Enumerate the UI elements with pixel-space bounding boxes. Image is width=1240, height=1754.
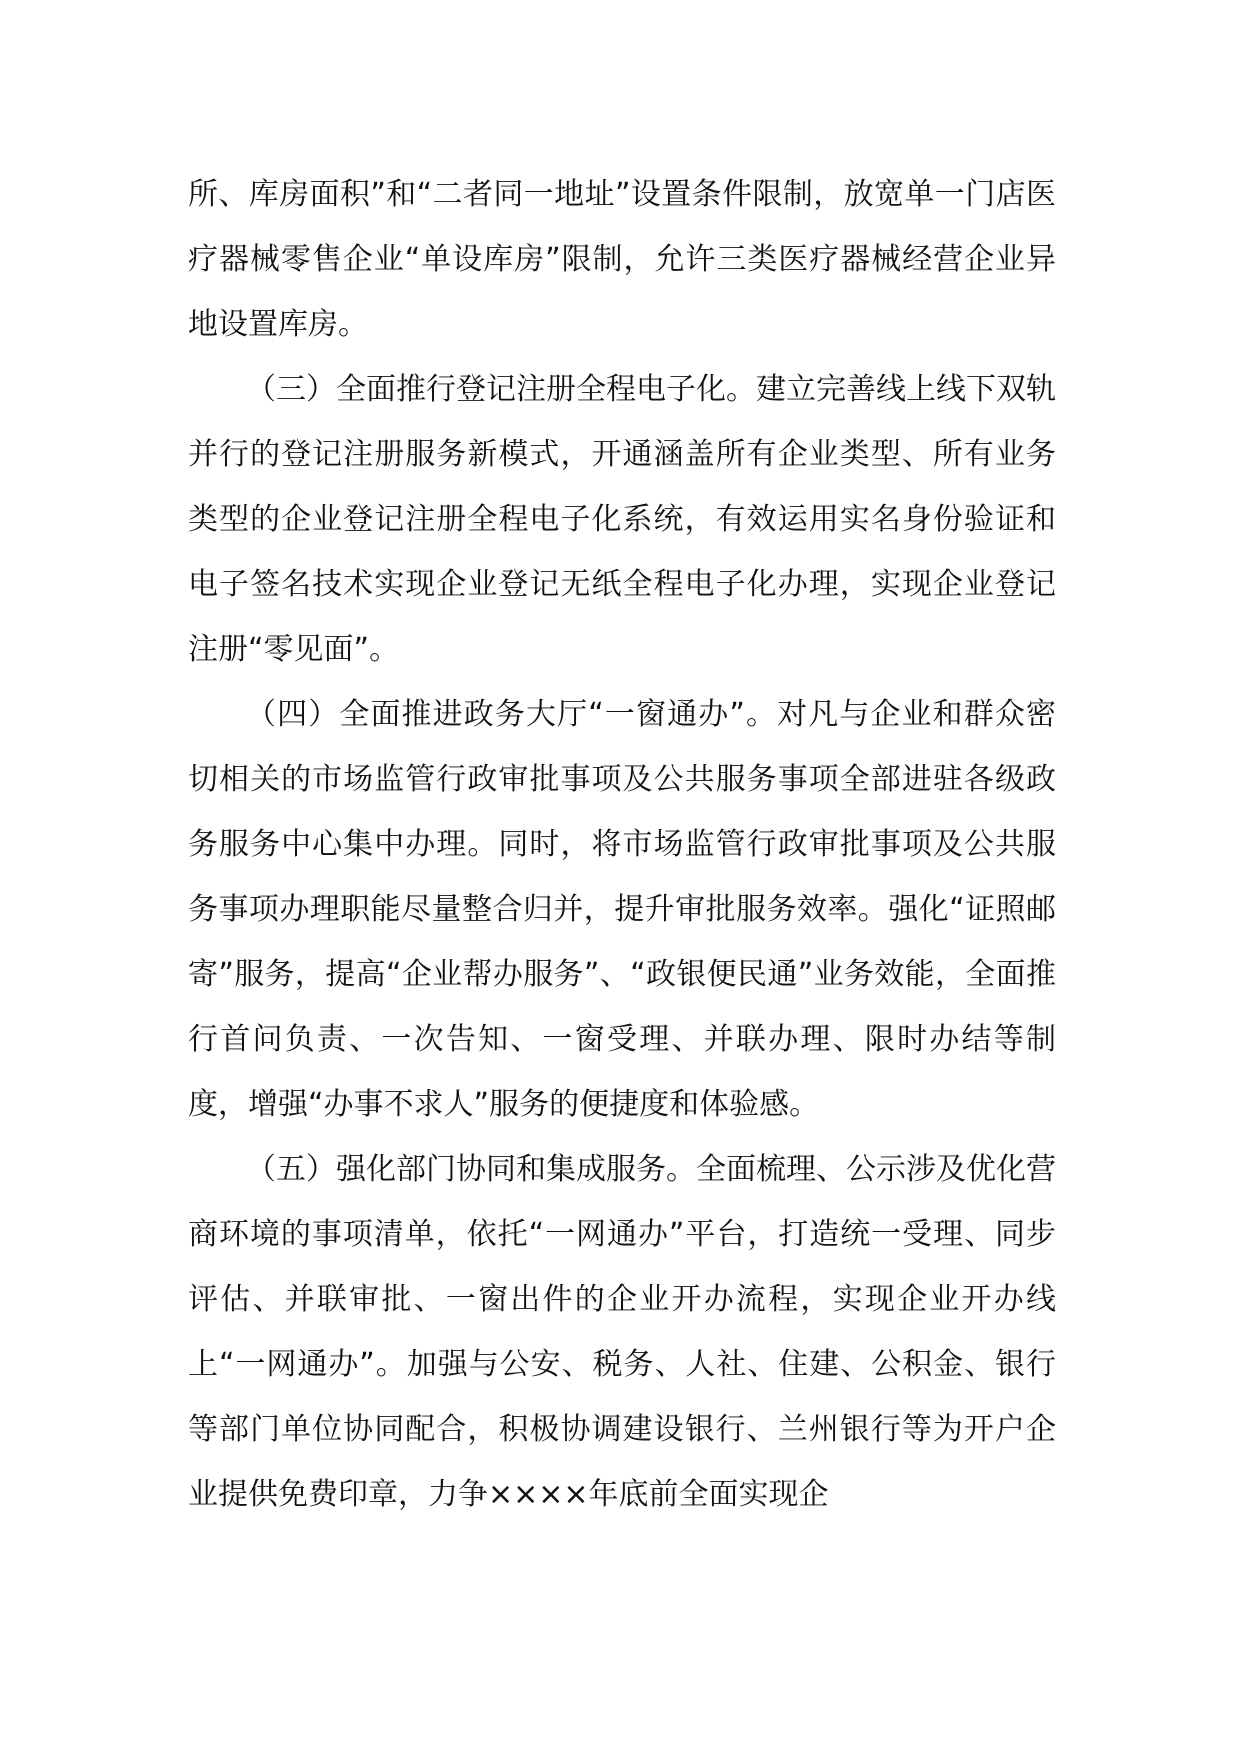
- paragraph-electronic-registration: （三）全面推行登记注册全程电子化。建立完善线上线下双轨并行的登记注册服务新模式，开通涵盖所有企业类型、所有业务类型的企业登记注册全程电子化系统，有效运用实名身份验证和电子签名技术实现企业登记无纸全程电子化办理，实现企业登记注册“零见面”。: [188, 372, 1056, 667]
- paragraph-medical-device-storage: 所、库房面积”和“二者同一地址”设置条件限制，放宽单一门店医疗器械零售企业“单设库房”限制，允许三类医疗器械经营企业异地设置库房。: [188, 177, 1056, 342]
- document-body: [188, 162, 1056, 1527]
- paragraph-one-window-service: （四）全面推进政务大厅“一窗通办”。对凡与企业和群众密切相关的市场监管行政审批事项及公共服务事项全部进驻各级政务服务中心集中办理。同时，将市场监管行政审批事项及公共服务事项办理职能尽量整合归并，提升审批服务效率。强化“证照邮寄”服务，提高“企业帮办服务”、“政银便民通”业务效能，全面推行首问负责、一次告知、一窗受理、并联办理、限时办结等制度，增强“办事不求人”服务的便捷度和体验感。: [188, 697, 1056, 1122]
- paragraph-department-coordination: （五）强化部门协同和集成服务。全面梳理、公示涉及优化营商环境的事项清单，依托“一网通办”平台，打造统一受理、同步评估、并联审批、一窗出件的企业开办流程，实现企业开办线上“一网通办”。加强与公安、税务、人社、住建、公积金、银行等部门单位协同配合，积极协调建设银行、兰州银行等为开户企业提供免费印章，力争××××年底前全面实现企: [188, 1152, 1056, 1512]
